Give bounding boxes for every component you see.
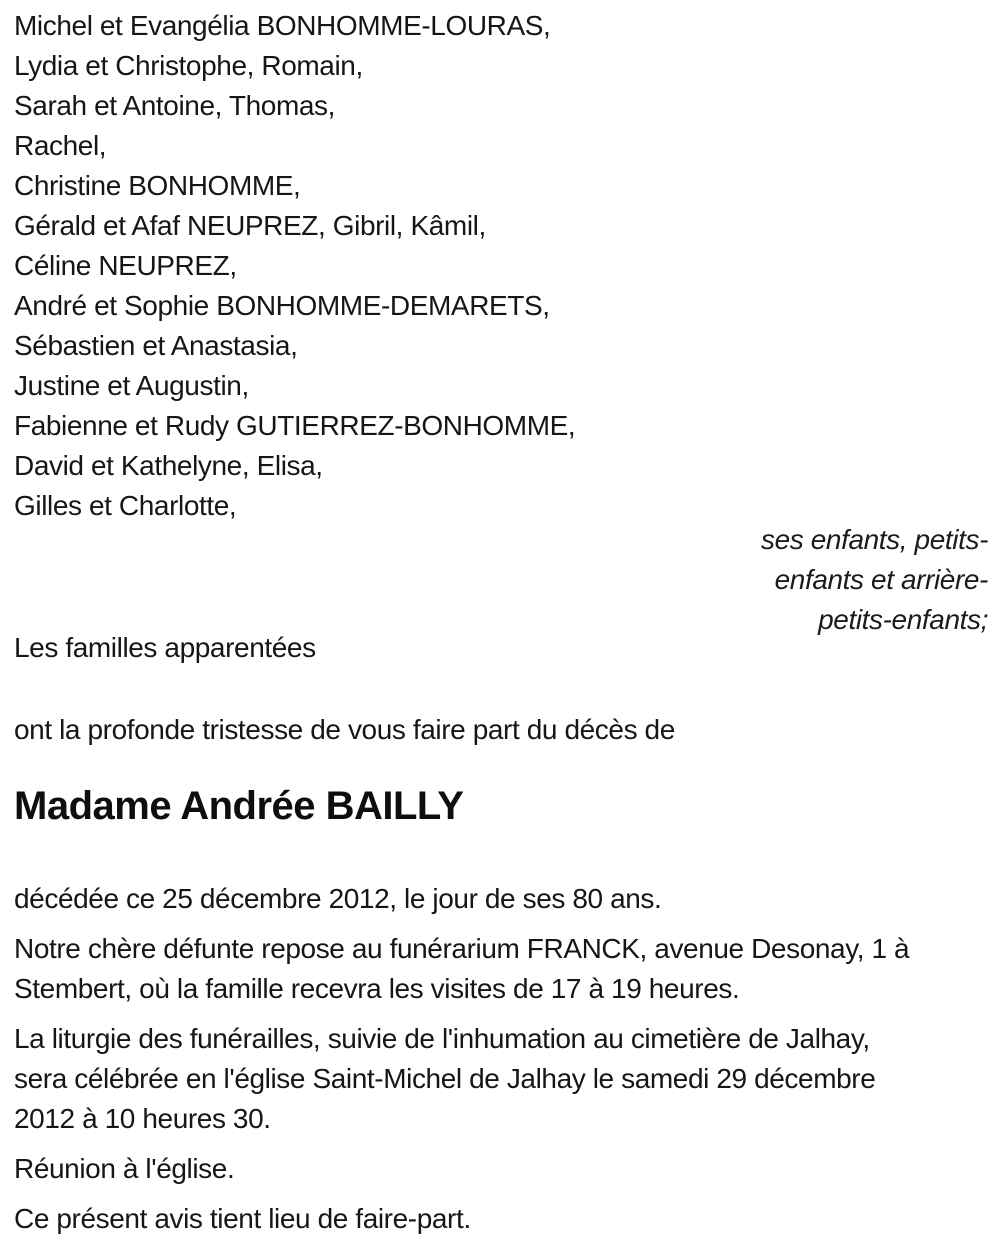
- body-line: Stembert, où la famille recevra les visites de 17 à 19 heures.: [14, 973, 740, 1004]
- body-line: Ce présent avis tient lieu de faire-part.: [14, 1203, 471, 1234]
- mourner-line: Justine et Augustin,: [14, 370, 249, 401]
- paragraph-notice: [14, 1199, 988, 1239]
- details-section: [14, 879, 988, 1239]
- relation-line: ses enfants, petits-: [760, 524, 988, 555]
- mourner-line: Fabienne et Rudy GUTIERREZ-BONHOMME,: [14, 410, 576, 441]
- intro-line: ont la profonde tristesse de vous faire part du décès de: [14, 714, 675, 745]
- mourners-list: [14, 6, 988, 526]
- relation-line: petits-enfants;: [818, 604, 988, 635]
- mourner-line: Gérald et Afaf NEUPREZ, Gibril, Kâmil,: [14, 210, 486, 241]
- mourner-line: David et Kathelyne, Elisa,: [14, 450, 323, 481]
- relation-note: [14, 520, 988, 640]
- deceased-name: Madame Andrée BAILLY: [14, 784, 464, 828]
- mourner-line: Sébastien et Anastasia,: [14, 330, 298, 361]
- mourner-line: Lydia et Christophe, Romain,: [14, 50, 363, 81]
- body-line: 2012 à 10 heures 30.: [14, 1103, 271, 1134]
- mourner-line: André et Sophie BONHOMME-DEMARETS,: [14, 290, 550, 321]
- mourner-line: Christine BONHOMME,: [14, 170, 301, 201]
- body-line: sera célébrée en l'église Saint-Michel de Jalhay le samedi 29 décembre: [14, 1063, 876, 1094]
- mourner-line: Michel et Evangélia BONHOMME-LOURAS,: [14, 10, 551, 41]
- mourner-line: Céline NEUPREZ,: [14, 250, 237, 281]
- paragraph-death-date: [14, 879, 988, 919]
- body-line: Notre chère défunte repose au funérarium FRANCK, avenue Desonay, 1 à: [14, 933, 910, 964]
- paragraph-service: [14, 1019, 988, 1139]
- body-line: décédée ce 25 décembre 2012, le jour de ses 80 ans.: [14, 883, 662, 914]
- body-line: Réunion à l'église.: [14, 1153, 235, 1184]
- mourner-line: Sarah et Antoine, Thomas,: [14, 90, 336, 121]
- paragraph-funeral-home: [14, 929, 988, 1009]
- mourner-line: Gilles et Charlotte,: [14, 490, 237, 521]
- families-line: Les familles apparentées: [14, 632, 316, 663]
- relation-line: enfants et arrière-: [774, 564, 988, 595]
- paragraph-meeting: [14, 1149, 988, 1189]
- mourner-line: Rachel,: [14, 130, 107, 161]
- body-line: La liturgie des funérailles, suivie de l'inhumation au cimetière de Jalhay,: [14, 1023, 870, 1054]
